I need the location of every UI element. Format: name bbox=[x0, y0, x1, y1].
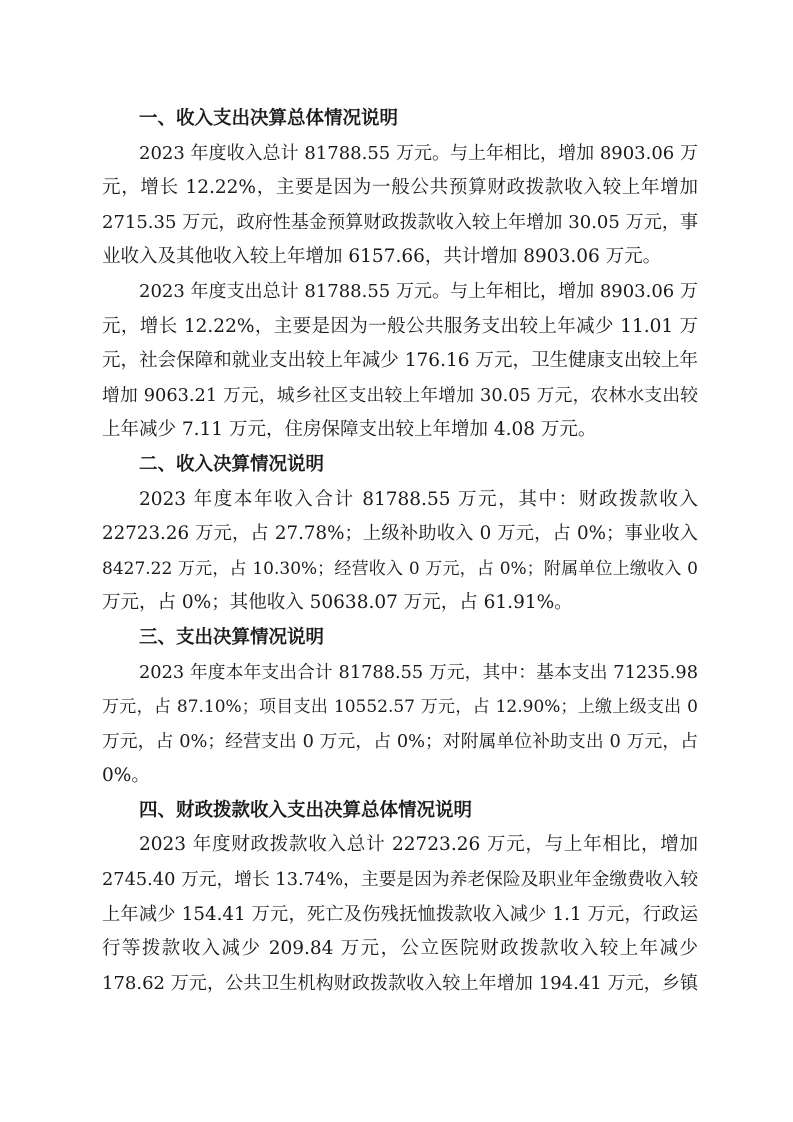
text-line: 2715.35 万元，政府性基金预算财政拨款收入较上年增加 30.05 万元，事 bbox=[102, 211, 698, 233]
paragraph bbox=[102, 656, 698, 794]
text-line: 元，增长 12.22%，主要是因为一般公共预算财政拨款收入较上年增加 bbox=[102, 177, 698, 199]
section-heading: 四、财政拨款收入支出决算总体情况说明 bbox=[139, 799, 473, 821]
text-line: 2023 年度收入总计 81788.55 万元。与上年相比，增加 8903.06 万 bbox=[139, 142, 698, 164]
text-line: 万元，占 87.10%；项目支出 10552.57 万元，占 12.90%；上缴上级支出 0 bbox=[102, 697, 698, 718]
paragraph bbox=[102, 483, 698, 621]
text-line: 上年减少 7.11 万元，住房保障支出较上年增加 4.08 万元。 bbox=[102, 419, 597, 441]
text-line: 2023 年度支出总计 81788.55 万元。与上年相比，增加 8903.06 万 bbox=[139, 280, 698, 302]
section-heading: 一、收入支出决算总体情况说明 bbox=[139, 108, 399, 129]
text-line: 2023 年度财政拨款收入总计 22723.26 万元，与上年相比，增加 bbox=[139, 834, 698, 856]
text-line: 2745.40 万元，增长 13.74%，主要是因为养老保险及职业年金缴费收入较 bbox=[102, 870, 698, 891]
document-page bbox=[102, 102, 698, 1001]
text-line: 业收入及其他收入较上年增加 6157.66，共计增加 8903.06 万元。 bbox=[102, 246, 662, 268]
text-line: 0%。 bbox=[102, 765, 150, 787]
text-line: 万元，占 0%；其他收入 50638.07 万元，占 61.91%。 bbox=[102, 592, 573, 614]
text-line: 行等拨款收入减少 209.84 万元，公立医院财政拨款收入较上年减少 bbox=[102, 938, 698, 960]
text-line: 2023 年度本年收入合计 81788.55 万元，其中：财政拨款收入 bbox=[139, 488, 698, 510]
paragraph bbox=[102, 828, 698, 1001]
paragraph bbox=[102, 137, 698, 275]
section-heading: 二、收入决算情况说明 bbox=[139, 453, 325, 475]
text-line: 22723.26 万元，占 27.78%；上级补助收入 0 万元，占 0%；事业收入 bbox=[102, 523, 698, 545]
text-line: 增加 9063.21 万元，城乡社区支出较上年增加 30.05 万元，农林水支出较 bbox=[102, 385, 698, 406]
text-line: 8427.22 万元，占 10.30%；经营收入 0 万元，占 0%；附属单位上缴收入 0 bbox=[102, 558, 698, 579]
text-line: 元，社会保障和就业支出较上年减少 176.16 万元，卫生健康支出较上年 bbox=[102, 350, 698, 372]
text-line: 万元，占 0%；经营支出 0 万元，占 0%；对附属单位补助支出 0 万元，占 bbox=[102, 731, 698, 752]
text-line: 元，增长 12.22%，主要是因为一般公共服务支出较上年减少 11.01 万 bbox=[102, 315, 698, 337]
paragraph bbox=[102, 275, 698, 448]
text-line: 上年减少 154.41 万元，死亡及伤残抚恤拨款收入减少 1.1 万元，行政运 bbox=[102, 903, 698, 925]
section-heading: 三、支出决算情况说明 bbox=[139, 626, 325, 648]
text-line: 178.62 万元，公共卫生机构财政拨款收入较上年增加 194.41 万元，乡镇 bbox=[102, 972, 698, 994]
text-line: 2023 年度本年支出合计 81788.55 万元，其中：基本支出 71235.98 bbox=[139, 662, 698, 683]
